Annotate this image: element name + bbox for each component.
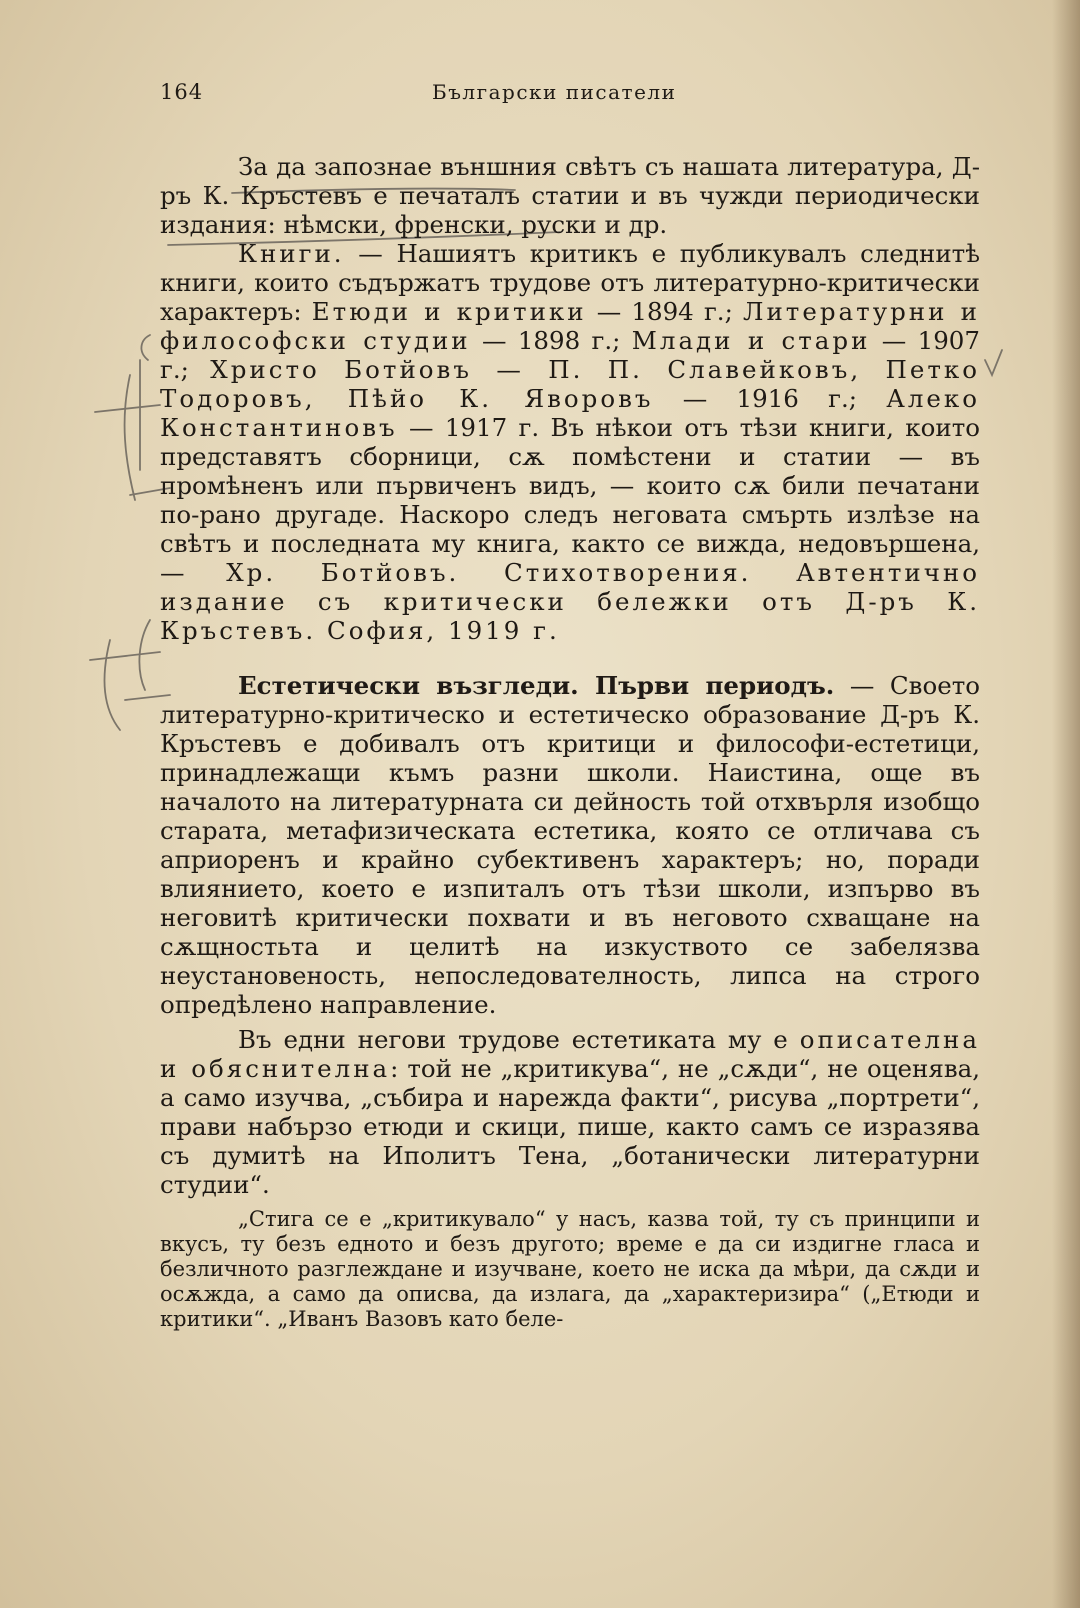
book-title: Христо Ботйовъ — П. П. Славейковъ, Петко Тодоровъ, Пѣйо К. Яворовъ — [160, 355, 980, 413]
section-text: — Своето литературно-критическо и естетическо образование Д-ръ К. Кръстевъ е добивалъ отъ критици и философи-естетици, принадлежащи къмъ разни школи. Наистина, още въ началото на литературната си дейность той отхвърля изобщо старата, метафизическата естетика, която се отличава съ априоренъ и крайно субективенъ характеръ; но, поради влиянието, което е изпиталъ отъ тѣзи школи, изпърво въ неговитѣ критически похвати и въ неговото схващане на сѫщностьта и целитѣ на изкуството се забелязва неустановеность, непоследователность, липса на строго опредѣлено направление. — [160, 671, 980, 1019]
page-edge-shadow — [1052, 0, 1080, 1608]
paragraph-aesthetic-views — [160, 671, 980, 1019]
footnote: „Стига се е „критикувало“ у насъ, казва той, ту съ принципи и вкусъ, ту безъ едното и безъ другото; време е да си издигне гласа и безличното разглеждане и изучване, което не иска да мѣри, да сѫди и осѫжда, а само да описва, да излага, да „характеризира“ („Етюди и критики“. „Иванъ Вазовъ като беле- — [160, 1207, 980, 1331]
emphasized-text: описателна и обяснителна — [160, 1025, 980, 1083]
books-heading: Книги. — [238, 239, 345, 268]
book-title: Млади и стари — [631, 326, 871, 355]
book-title: Етюди и критики — [311, 297, 587, 326]
book-year: — 1907 г.; — [160, 326, 980, 384]
paragraph-foreign-publications: За да запознае външния свѣтъ съ нашата литература, Д-ръ К. Кръстевъ е печаталъ статии и въ чужди периодически издания: нѣмски, френски, руски и др. — [160, 152, 980, 239]
book-year: — 1894 г.; — [586, 297, 744, 326]
page-number: 164 — [160, 80, 204, 104]
paragraph-text: : той не „критикува“, не „сѫди“, не оценява, а само изучва, „събира и нарежда факти“, рисува „портрети“, прави набързо етюди и скици, пише, както самъ се изразява съ думитѣ на Иполитъ Тена, „ботанически литературни студии“. — [160, 1054, 981, 1199]
paragraph-descriptive-aesthetics — [160, 1025, 980, 1199]
paragraph-text: Въ едни негови трудове естетиката му е — [238, 1025, 800, 1054]
running-title: Български писатели — [432, 80, 677, 104]
book-year: — 1898 г.; — [470, 326, 632, 355]
book-page — [160, 80, 980, 1353]
paragraph-books — [160, 239, 980, 645]
page-header — [160, 80, 980, 120]
book-title: Хр. Ботйовъ. Стихотворения. Автентично издание съ критически бележки отъ Д-ръ К. Кръстевъ. София, 1919 г. — [160, 558, 980, 645]
section-heading: Естетически възгледи. Първи периодъ. — [238, 671, 835, 700]
books-text: — Нашиятъ критикъ е публикувалъ следнитѣ книги, които съдържатъ трудове отъ литературно-критически характеръ: — [160, 239, 980, 326]
book-year: — 1916 г.; — [653, 384, 887, 413]
books-text: — 1917 г. Въ нѣкои отъ тѣзи книги, които представятъ сборници, сѫ помѣстени и статии — въ промѣненъ или първиченъ видъ, — които сѫ били печатани по-рано другаде. Наскоро следъ неговата смърть излѣзе на свѣтъ и последната му книга, както се вижда, недовършена, — — [160, 413, 980, 587]
book-title: Литературни и философски студии — [160, 297, 980, 355]
book-title: Алеко Константиновъ — [160, 384, 980, 442]
